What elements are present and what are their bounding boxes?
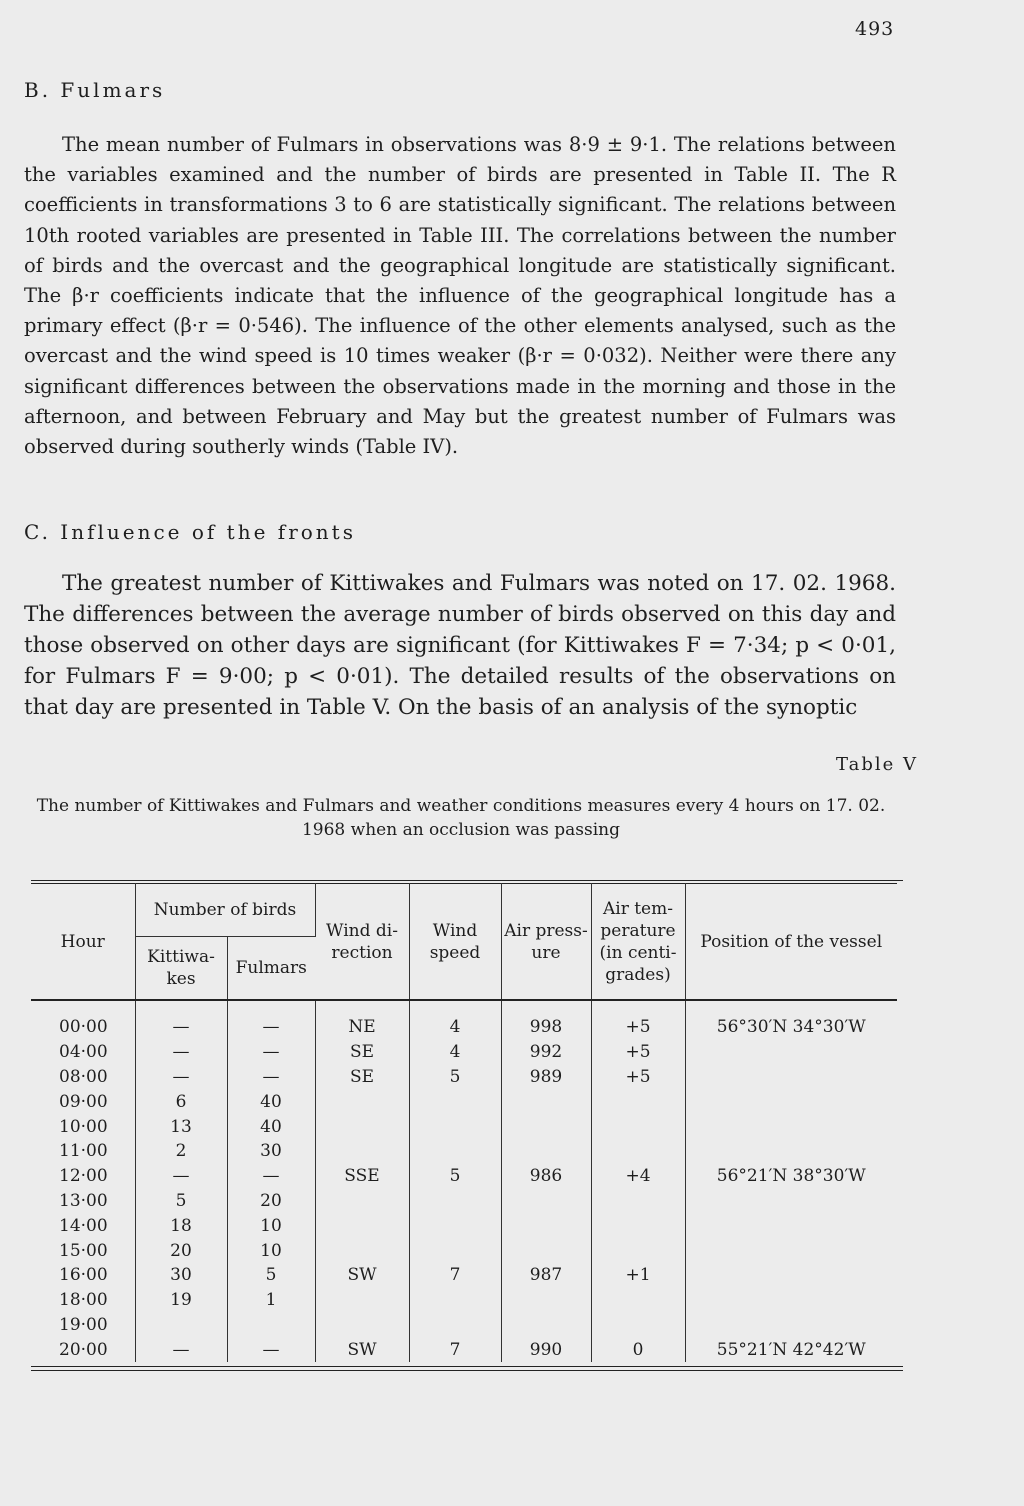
cell-fulmars: 10 xyxy=(227,1238,315,1263)
table-row xyxy=(31,1189,897,1214)
cell-fulmars: 40 xyxy=(227,1114,315,1139)
cell-position xyxy=(685,1238,897,1263)
cell-wind-speed xyxy=(409,1189,501,1214)
cell-wind-direction xyxy=(315,1089,409,1114)
cell-air-pressure xyxy=(501,1288,591,1313)
cell-air-temperature xyxy=(591,1089,685,1114)
cell-position xyxy=(685,1040,897,1065)
cell-air-pressure xyxy=(501,1213,591,1238)
cell-air-pressure: 998 xyxy=(501,1000,591,1040)
header-number-of-birds: Number of birds xyxy=(135,884,315,937)
cell-wind-direction: SE xyxy=(315,1040,409,1065)
cell-air-temperature xyxy=(591,1213,685,1238)
cell-air-pressure xyxy=(501,1139,591,1164)
observation-table xyxy=(31,883,897,1362)
cell-air-pressure xyxy=(501,1114,591,1139)
table-row xyxy=(31,1337,897,1362)
cell-wind-speed: 7 xyxy=(409,1263,501,1288)
cell-position xyxy=(685,1263,897,1288)
cell-kittiwakes: 20 xyxy=(135,1238,227,1263)
cell-kittiwakes: — xyxy=(135,1065,227,1090)
header-position: Position of the vessel xyxy=(700,931,883,952)
cell-position: 55°21′N 42°42′W xyxy=(716,1339,866,1360)
cell-wind-speed xyxy=(409,1288,501,1313)
cell-position xyxy=(685,1065,897,1090)
cell-position xyxy=(685,1213,897,1238)
cell-hour: 18·00 xyxy=(31,1288,135,1313)
table-label: Table V xyxy=(836,754,918,775)
cell-wind-direction xyxy=(315,1114,409,1139)
cell-wind-speed: 4 xyxy=(409,1000,501,1040)
cell-kittiwakes: 19 xyxy=(135,1288,227,1313)
table-row xyxy=(31,1288,897,1313)
header-air-pressure: Air press-ure xyxy=(501,884,591,1001)
cell-hour: 14·00 xyxy=(31,1213,135,1238)
cell-kittiwakes: 13 xyxy=(135,1114,227,1139)
cell-air-temperature xyxy=(591,1288,685,1313)
cell-fulmars: 40 xyxy=(227,1089,315,1114)
table-row xyxy=(31,1139,897,1164)
cell-air-temperature xyxy=(591,1189,685,1214)
section-heading-fronts: C. Influence of the fronts xyxy=(24,520,356,544)
cell-fulmars: 5 xyxy=(227,1263,315,1288)
table-row xyxy=(31,1313,897,1338)
page-number: 493 xyxy=(855,18,895,40)
header-wind-direction: Wind di-rection xyxy=(315,884,409,1001)
cell-hour: 19·00 xyxy=(31,1313,135,1338)
cell-wind-speed xyxy=(409,1313,501,1338)
table-row xyxy=(31,1040,897,1065)
header-fulmars: Fulmars xyxy=(227,937,315,1001)
table-row xyxy=(31,1065,897,1090)
cell-kittiwakes: 6 xyxy=(135,1089,227,1114)
cell-hour: 20·00 xyxy=(31,1337,135,1362)
cell-wind-direction xyxy=(315,1238,409,1263)
cell-hour: 11·00 xyxy=(31,1139,135,1164)
cell-position xyxy=(685,1288,897,1313)
cell-hour: 04·00 xyxy=(31,1040,135,1065)
cell-fulmars xyxy=(227,1313,315,1338)
cell-hour: 12·00 xyxy=(31,1164,135,1189)
cell-wind-direction xyxy=(315,1189,409,1214)
table-row xyxy=(31,1164,897,1189)
cell-position xyxy=(685,1139,897,1164)
cell-position xyxy=(685,1114,897,1139)
table-caption: The number of Kittiwakes and Fulmars and weather conditions measures every 4 hours on 17. 02. 1968 when an occlusion was passing xyxy=(36,796,886,840)
cell-position: 56°30′N 34°30′W xyxy=(716,1017,866,1038)
table-row xyxy=(31,1238,897,1263)
cell-wind-speed: 4 xyxy=(409,1040,501,1065)
cell-kittiwakes xyxy=(135,1313,227,1338)
cell-wind-speed xyxy=(409,1139,501,1164)
cell-fulmars: — xyxy=(227,1040,315,1065)
cell-fulmars: — xyxy=(227,1337,315,1362)
cell-air-pressure: 990 xyxy=(501,1337,591,1362)
cell-air-temperature xyxy=(591,1238,685,1263)
cell-kittiwakes: — xyxy=(135,1337,227,1362)
fulmars-paragraph: The mean number of Fulmars in observations was 8·9 ± 9·1. The relations between the variables examined and the number of birds are presented in Table II. The R coefficients in transformations 3 to 6 are statistically significant. The relations between 10th rooted variables are presented in Table III. The correlations between the number of birds and the overcast and the geographical longitude are statistically significant. The β·r coefficients indicate that the influence of the geographical longitude has a primary effect (β·r = 0·546). The influence of the other elements analysed, such as the overcast and the wind speed is 10 times weaker (β·r = 0·032). Neither were there any significant differences between the observations made in the morning and those in the afternoon, and between February and May but the greatest number of Fulmars was observed during southerly winds (Table IV). xyxy=(24,133,896,459)
cell-wind-direction xyxy=(315,1313,409,1338)
cell-wind-speed: 7 xyxy=(409,1337,501,1362)
table-row xyxy=(31,1263,897,1288)
cell-kittiwakes: 2 xyxy=(135,1139,227,1164)
cell-wind-speed xyxy=(409,1114,501,1139)
fronts-paragraph: The greatest number of Kittiwakes and Fulmars was noted on 17. 02. 1968. The differences between the average number of birds observed on this day and those observed on other days are significant (for Kittiwakes F = 7·34; p < 0·01, for Fulmars F = 9·00; p < 0·01). The detailed results of the observations on that day are presented in Table V. On the basis of an analysis of the synoptic xyxy=(24,571,896,720)
cell-air-temperature: +4 xyxy=(591,1164,685,1189)
cell-air-pressure: 992 xyxy=(501,1040,591,1065)
cell-wind-speed: 5 xyxy=(409,1065,501,1090)
cell-hour: 16·00 xyxy=(31,1263,135,1288)
cell-wind-direction xyxy=(315,1288,409,1313)
cell-wind-direction: SE xyxy=(315,1065,409,1090)
cell-wind-direction: SW xyxy=(315,1337,409,1362)
cell-air-pressure xyxy=(501,1089,591,1114)
cell-kittiwakes: — xyxy=(135,1040,227,1065)
cell-air-temperature: +5 xyxy=(591,1000,685,1040)
cell-wind-direction: SSE xyxy=(315,1164,409,1189)
cell-hour: 08·00 xyxy=(31,1065,135,1090)
cell-wind-speed xyxy=(409,1238,501,1263)
cell-position xyxy=(685,1313,897,1338)
cell-hour: 13·00 xyxy=(31,1189,135,1214)
cell-fulmars: — xyxy=(227,1164,315,1189)
table-row xyxy=(31,1000,897,1040)
cell-air-temperature xyxy=(591,1114,685,1139)
cell-air-temperature: +1 xyxy=(591,1263,685,1288)
cell-fulmars: — xyxy=(227,1000,315,1040)
cell-fulmars: — xyxy=(227,1065,315,1090)
cell-wind-direction: NE xyxy=(315,1000,409,1040)
cell-kittiwakes: 30 xyxy=(135,1263,227,1288)
cell-kittiwakes: 5 xyxy=(135,1189,227,1214)
cell-air-temperature xyxy=(591,1139,685,1164)
section-heading-fulmars: B. Fulmars xyxy=(24,78,166,102)
cell-kittiwakes: — xyxy=(135,1164,227,1189)
cell-fulmars: 20 xyxy=(227,1189,315,1214)
cell-fulmars: 10 xyxy=(227,1213,315,1238)
cell-fulmars: 1 xyxy=(227,1288,315,1313)
cell-air-temperature: +5 xyxy=(591,1040,685,1065)
table-row xyxy=(31,1089,897,1114)
cell-wind-speed xyxy=(409,1213,501,1238)
cell-wind-direction: SW xyxy=(315,1263,409,1288)
cell-wind-speed: 5 xyxy=(409,1164,501,1189)
cell-wind-speed xyxy=(409,1089,501,1114)
header-kittiwakes: Kittiwa-kes xyxy=(135,937,227,1001)
cell-wind-direction xyxy=(315,1139,409,1164)
cell-kittiwakes: — xyxy=(135,1000,227,1040)
cell-hour: 15·00 xyxy=(31,1238,135,1263)
cell-hour: 09·00 xyxy=(31,1089,135,1114)
cell-wind-direction xyxy=(315,1213,409,1238)
cell-kittiwakes: 18 xyxy=(135,1213,227,1238)
cell-position xyxy=(685,1089,897,1114)
cell-hour: 10·00 xyxy=(31,1114,135,1139)
cell-fulmars: 30 xyxy=(227,1139,315,1164)
cell-air-pressure xyxy=(501,1313,591,1338)
cell-air-pressure xyxy=(501,1189,591,1214)
cell-air-pressure: 986 xyxy=(501,1164,591,1189)
cell-air-pressure: 989 xyxy=(501,1065,591,1090)
cell-air-temperature xyxy=(591,1313,685,1338)
cell-air-pressure: 987 xyxy=(501,1263,591,1288)
header-wind-speed: Wind speed xyxy=(409,884,501,1001)
table-row xyxy=(31,1114,897,1139)
cell-position xyxy=(685,1189,897,1214)
header-hour: Hour xyxy=(31,884,135,1001)
table-row xyxy=(31,1213,897,1238)
header-air-temperature: Air tem-perature (in centi-grades) xyxy=(591,884,685,1001)
table-container xyxy=(31,880,903,1371)
cell-air-pressure xyxy=(501,1238,591,1263)
cell-hour: 00·00 xyxy=(31,1000,135,1040)
cell-position: 56°21′N 38°30′W xyxy=(716,1166,866,1187)
cell-air-temperature: +5 xyxy=(591,1065,685,1090)
cell-air-temperature: 0 xyxy=(591,1337,685,1362)
